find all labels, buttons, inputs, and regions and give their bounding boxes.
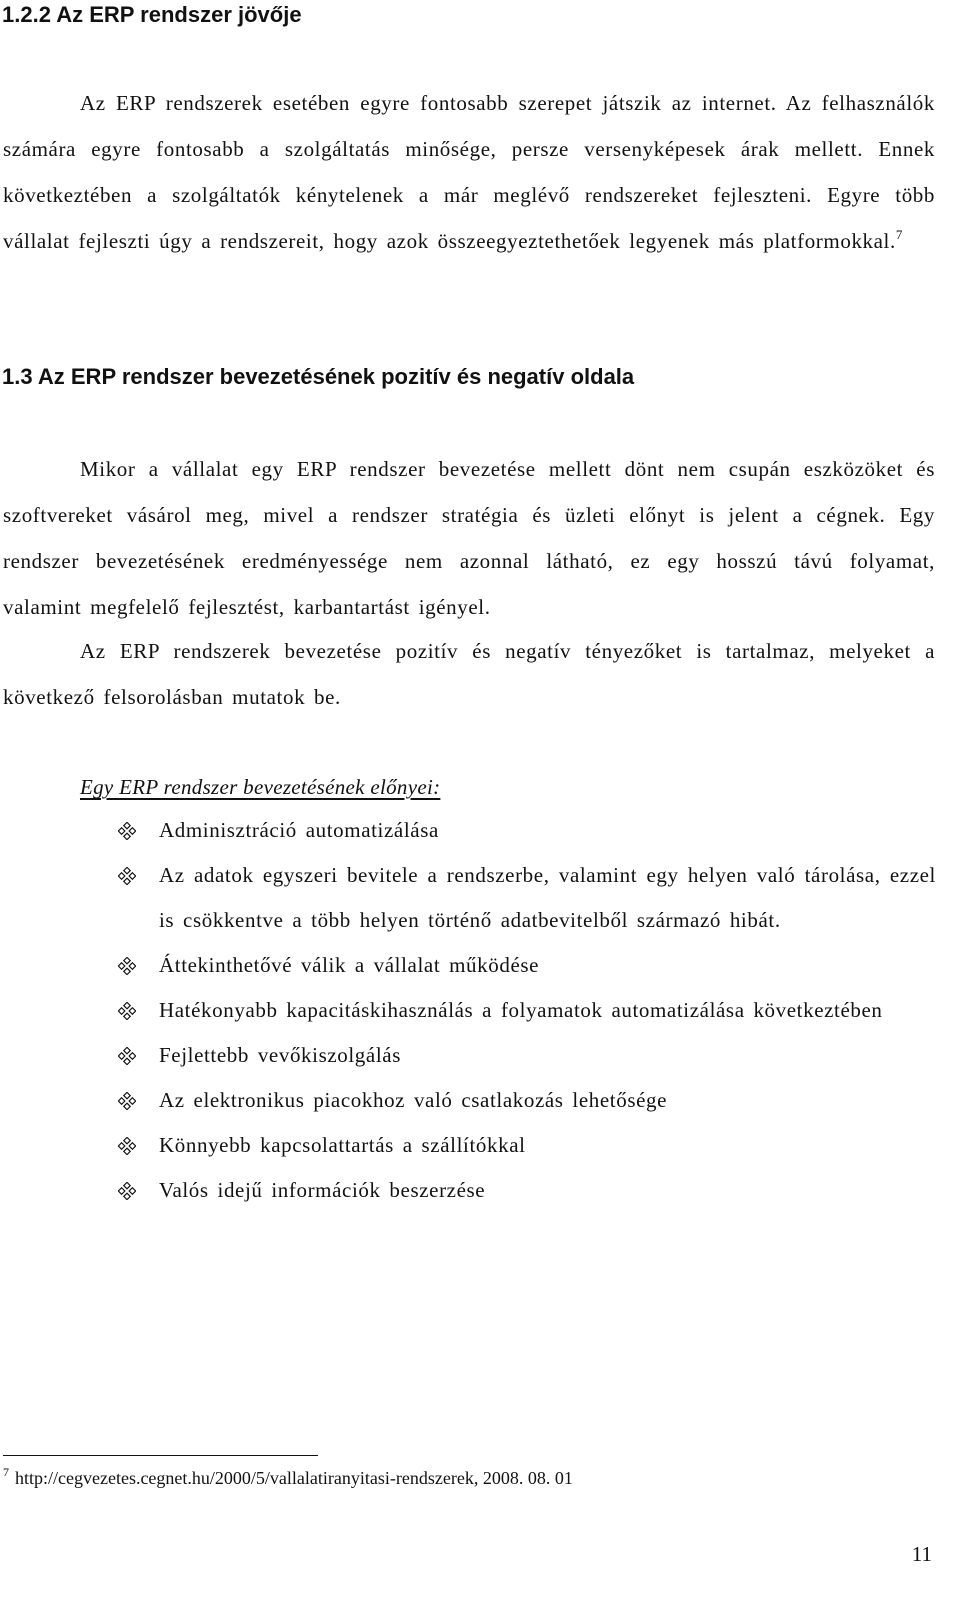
advantage-text: Hatékonyabb kapacitáskihasználás a folyamatok automatizálása következtében [159, 998, 883, 1022]
footnote-text: http://cegvezetes.cegnet.hu/2000/5/vallalatiranyitasi-rendszerek, 2008. 08. 01 [15, 1468, 573, 1488]
advantage-item [118, 988, 936, 1033]
advantages-list-title: Egy ERP rendszer bevezetésének előnyei: [80, 775, 441, 799]
advantage-text: Könnyebb kapcsolattartás a szállítókkal [159, 1133, 526, 1157]
diamond-bullet-icon [118, 957, 136, 975]
advantage-text: Valós idejű információk beszerzése [159, 1178, 486, 1202]
paragraph-erp-future-text: Az ERP rendszerek esetében egyre fontosabb szerepet játszik az internet. Az felhasználók számára egyre fontosabb a szolgáltatás minősége, persze versenyképesek árak mellett. Ennek következtében a szolgáltatók kénytelenek a már meglévő rendszereket fejleszteni. Egyre több vállalat fejleszti úgy a rendszereit, hogy azok összeegyeztethetőek legyenek más platformokkal. [3, 91, 935, 253]
advantage-item [118, 943, 936, 988]
advantage-item [118, 1033, 936, 1078]
diamond-bullet-icon [118, 867, 136, 885]
advantage-text: Az adatok egyszeri bevitele a rendszerbe, valamint egy helyen való tárolása, ezzel is csökkentve a több helyen történő adatbevitelből származó hibát. [159, 863, 936, 932]
diamond-bullet-icon [118, 1047, 136, 1065]
diamond-bullet-icon [118, 1002, 136, 1020]
page-number: 11 [911, 1542, 932, 1566]
footnote [3, 1466, 573, 1490]
advantage-item [118, 853, 936, 943]
advantages-list [118, 808, 936, 1213]
paragraph-introduction: Mikor a vállalat egy ERP rendszer bevezetése mellett dönt nem csupán eszközöket és szoftvereket vásárol meg, mivel a rendszer stratégia és üzleti előnyt is jelent a cégnek. Egy rendszer bevezetésének eredményessége nem azonnal látható, ez egy hosszú távú folyamat, valamint megfelelő fejlesztést, karbantartást igényel. [3, 457, 935, 619]
advantage-text: Áttekinthetővé válik a vállalat működése [159, 953, 540, 977]
paragraph-erp-future [3, 80, 935, 264]
diamond-bullet-icon [118, 1182, 136, 1200]
advantage-item [118, 808, 936, 853]
chapter-heading: 1.3 Az ERP rendszer bevezetésének pozitív és negatív oldala [2, 364, 635, 389]
advantage-item [118, 1168, 936, 1213]
advantage-text: Fejlettebb vevőkiszolgálás [159, 1043, 401, 1067]
advantage-item [118, 1078, 936, 1123]
diamond-bullet-icon [118, 1137, 136, 1155]
diamond-bullet-icon [118, 1092, 136, 1110]
advantage-item [118, 1123, 936, 1168]
footnote-mark: 7 [3, 1465, 9, 1479]
paragraph-list-intro: Az ERP rendszerek bevezetése pozitív és negatív tényezőket is tartalmaz, melyeket a következő felsorolásban mutatok be. [3, 639, 935, 709]
diamond-bullet-icon [118, 822, 136, 840]
section-heading: 1.2.2 Az ERP rendszer jövője [2, 2, 302, 27]
advantage-text: Adminisztráció automatizálása [159, 818, 439, 842]
advantage-text: Az elektronikus piacokhoz való csatlakozás lehetősége [159, 1088, 668, 1112]
footnote-separator [3, 1455, 318, 1456]
footnote-reference: 7 [895, 227, 903, 242]
